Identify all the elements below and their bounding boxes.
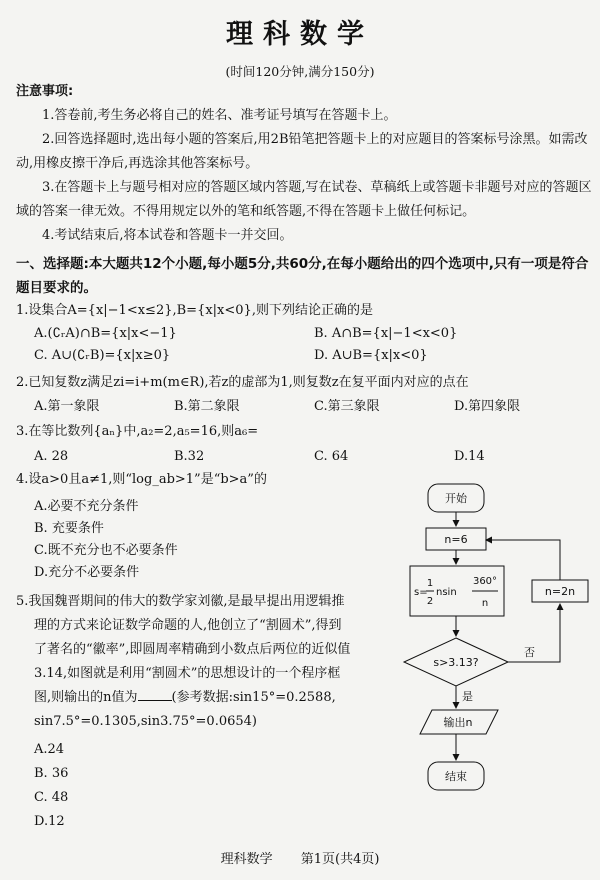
q5-option-a: A.24	[34, 742, 65, 757]
q5-line-part: (参考数据:sin15°=0.2588,	[171, 690, 336, 705]
q5-line: 了著名的“徽率”,即圆周率精确到小数点后两位的近似值	[34, 642, 351, 657]
q3-option-a: A. 28	[34, 449, 69, 464]
formula-mid: nsin	[436, 587, 457, 598]
note-item: 3.在答题卡上与题号相对应的答题区域内答题,写在试卷、草稿纸上或答题卡非题号对应的答题区域的答案一律无效。不得用规定以外的笔和纸答题,不得在答题卡上做任何标记。	[16, 180, 592, 219]
note-item: 4.考试结束后,将本试卷和答题卡一并交回。	[42, 228, 293, 243]
formula-frac1-den: 2	[426, 596, 434, 607]
q5-line	[16, 686, 396, 710]
q5-line-part: 图,则输出的n值为	[34, 690, 138, 705]
question-1-options	[34, 323, 594, 367]
question-4-stem: 4.设a>0且a≠1,则“log_ab>1”是“b>a”的	[16, 472, 267, 487]
flow-update-label: n=2n	[544, 585, 576, 598]
formula-frac2-num: 360°	[472, 576, 498, 587]
formula-frac2-den: n	[481, 598, 489, 609]
q4-option-d: D.充分不必要条件	[34, 565, 140, 580]
note-item: 1.答卷前,考生务必将自己的姓名、准考证号填写在答题卡上。	[42, 108, 397, 123]
question-3-stem: 3.在等比数列{aₙ}中,a₂=2,a₅=16,则a₆=	[16, 424, 259, 439]
q1-option-d: D. A∪B={x|x<0}	[314, 348, 428, 363]
q4-option-a: A.必要不充分条件	[34, 499, 139, 514]
question-4-options	[34, 496, 394, 584]
q3-option-c: C. 64	[314, 449, 349, 464]
q2-option-a: A.第一象限	[34, 399, 100, 414]
q2-option-d: D.第四象限	[454, 399, 521, 414]
q5-line: 5.我国魏晋期间的伟大的数学家刘徽,是最早提出用逻辑推	[16, 594, 345, 609]
notes-list	[16, 104, 592, 248]
question-3-options	[34, 446, 594, 468]
q5-option-c: C. 48	[34, 790, 69, 805]
question-5-stem	[16, 590, 396, 734]
flowchart	[398, 478, 594, 818]
page-footer	[0, 848, 600, 867]
section-heading: 一、选择题:本大题共12个小题,每小题5分,共60分,在每小题给出的四个选项中,只有一项是符合题目要求的。	[16, 256, 589, 296]
q1-option-c: C. A∪(∁ᵣB)={x|x≥0}	[34, 348, 171, 363]
formula-prefix: s=	[414, 587, 428, 598]
q3-option-d: D.14	[454, 449, 485, 464]
page-title: 理科数学	[226, 19, 374, 50]
q4-option-b: B. 充要条件	[34, 521, 104, 536]
footer-page-number: 第1页(共4页)	[300, 852, 380, 867]
footer-subject: 理科数学	[220, 852, 273, 867]
q5-option-b: B. 36	[34, 766, 69, 781]
flow-end-label: 结束	[445, 770, 467, 783]
flow-arrow-loop	[486, 540, 560, 580]
q5-line: 3.14,如图就是利用“割圆术”的思想设计的一个程序框	[34, 666, 341, 681]
exam-duration-subtitle: (时间120分钟,满分150分)	[225, 64, 375, 79]
note-item: 2.回答选择题时,选出每小题的答案后,用2B铅笔把答题卡上的对应题目的答案标号涂黑。如需改动,用橡皮擦干净后,再选涂其他答案标号。	[16, 132, 588, 171]
flow-no-label: 否	[524, 646, 535, 659]
flow-output-label: 输出n	[443, 716, 473, 729]
question-1-stem: 1.设集合A={x|−1<x≤2},B={x|x<0},则下列结论正确的是	[16, 303, 373, 318]
q5-line: 理的方式来论证数学命题的人,他创立了“割圆术”,得到	[34, 618, 342, 633]
flow-yes-label: 是	[462, 690, 473, 703]
answer-blank	[138, 686, 172, 701]
formula-frac1-num: 1	[426, 578, 434, 589]
q1-option-b: B. A∩B={x|−1<x<0}	[314, 326, 458, 341]
notes-title: 注意事项:	[16, 84, 74, 99]
q4-option-c: C.既不充分也不必要条件	[34, 543, 178, 558]
question-2-options	[34, 396, 594, 418]
q5-option-d: D.12	[34, 814, 65, 829]
q3-option-b: B.32	[174, 449, 205, 464]
flow-init-label: n=6	[444, 533, 468, 546]
question-2-stem: 2.已知复数z满足zi=i+m(m∈R),若z的虚部为1,则复数z在复平面内对应的点在	[16, 375, 469, 390]
q5-line: sin7.5°=0.1305,sin3.75°=0.0654)	[34, 714, 257, 729]
q2-option-c: C.第三象限	[314, 399, 380, 414]
q2-option-b: B.第二象限	[174, 399, 240, 414]
flow-decision-label: s>3.13?	[433, 656, 479, 669]
q1-option-a: A.(∁ᵣA)∩B={x|x<−1}	[34, 326, 177, 341]
flow-start-label: 开始	[445, 492, 467, 505]
question-5-options	[34, 738, 234, 834]
